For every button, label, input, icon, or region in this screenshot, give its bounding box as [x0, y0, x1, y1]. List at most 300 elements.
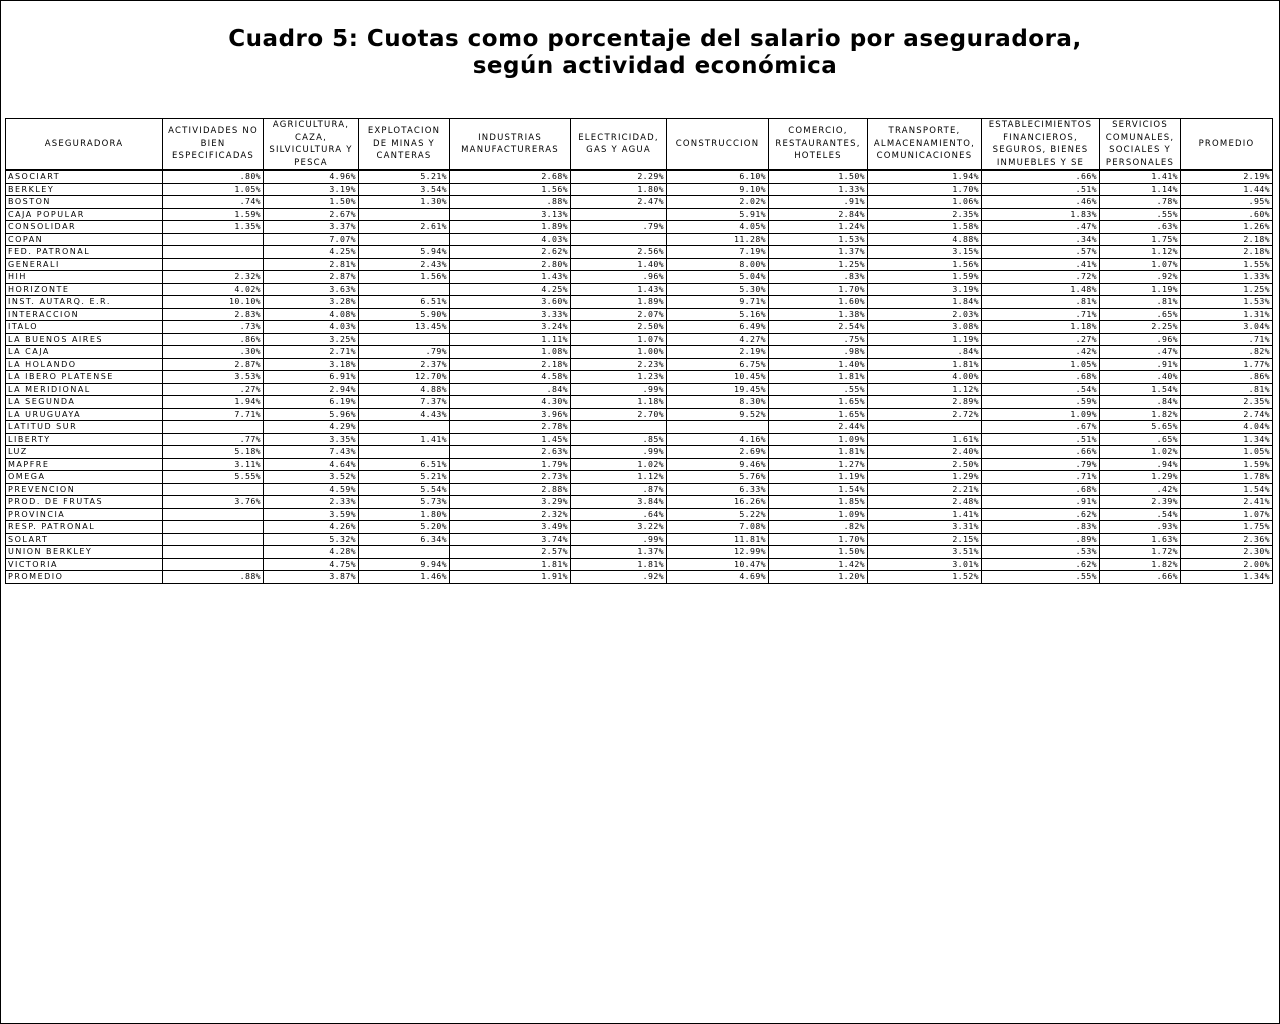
insurer-name-cell: PROD. DE FRUTAS [6, 496, 163, 509]
value-cell: 3.35% [264, 433, 359, 446]
value-cell: 4.75% [264, 558, 359, 571]
value-cell [359, 546, 450, 559]
value-cell: 2.41% [1181, 496, 1273, 509]
value-cell [163, 233, 264, 246]
insurer-name-cell: LIBERTY [6, 433, 163, 446]
value-cell: 7.43% [264, 446, 359, 459]
value-cell: 1.38% [769, 308, 868, 321]
value-cell: 2.57% [450, 546, 571, 559]
value-cell: 2.25% [1100, 321, 1181, 334]
value-cell: 6.33% [667, 483, 769, 496]
value-cell: 4.03% [450, 233, 571, 246]
insurer-name-cell: PROMEDIO [6, 571, 163, 584]
value-cell: 5.30% [667, 283, 769, 296]
insurer-name-cell: OMEGA [6, 471, 163, 484]
value-cell: 1.07% [571, 333, 667, 346]
value-cell: .91% [769, 196, 868, 209]
column-header: COMERCIO, RESTAURANTES, HOTELES [769, 119, 868, 171]
title-line-1: Cuadro 5: Cuotas como porcentaje del salario por aseguradora, [228, 26, 1082, 52]
value-cell: 4.04% [1181, 421, 1273, 434]
table-row [6, 471, 1273, 484]
table-row [6, 271, 1273, 284]
value-cell: 1.80% [359, 508, 450, 521]
value-cell: .62% [982, 558, 1100, 571]
value-cell: .68% [982, 483, 1100, 496]
value-cell: 1.11% [450, 333, 571, 346]
value-cell: 2.40% [868, 446, 982, 459]
value-cell: 5.54% [359, 483, 450, 496]
value-cell: 4.58% [450, 371, 571, 384]
value-cell [163, 521, 264, 534]
value-cell [163, 533, 264, 546]
value-cell: 2.03% [868, 308, 982, 321]
insurer-name-cell: LA HOLANDO [6, 358, 163, 371]
value-cell: 9.46% [667, 458, 769, 471]
value-cell: 5.21% [359, 170, 450, 183]
value-cell: 3.08% [868, 321, 982, 334]
insurer-name-cell: GENERALI [6, 258, 163, 271]
value-cell: 6.91% [264, 371, 359, 384]
insurer-name-cell: LUZ [6, 446, 163, 459]
value-cell: 2.72% [868, 408, 982, 421]
value-cell: .95% [1181, 196, 1273, 209]
table-row [6, 508, 1273, 521]
value-cell: .62% [982, 508, 1100, 521]
column-header: TRANSPORTE, ALMACENAMIENTO, COMUNICACIONES [868, 119, 982, 171]
value-cell: 6.10% [667, 170, 769, 183]
column-header: ASEGURADORA [6, 119, 163, 171]
value-cell: 1.82% [1100, 408, 1181, 421]
value-cell: 3.19% [868, 283, 982, 296]
value-cell: .64% [571, 508, 667, 521]
value-cell: 1.05% [163, 183, 264, 196]
value-cell: 1.54% [1181, 483, 1273, 496]
value-cell: 1.60% [769, 296, 868, 309]
value-cell: 3.87% [264, 571, 359, 584]
table-row [6, 333, 1273, 346]
value-cell: 3.31% [868, 521, 982, 534]
value-cell: 3.01% [868, 558, 982, 571]
value-cell: .86% [1181, 371, 1273, 384]
value-cell: .89% [982, 533, 1100, 546]
value-cell: .86% [163, 333, 264, 346]
value-cell: 4.30% [450, 396, 571, 409]
value-cell [571, 421, 667, 434]
column-header: PROMEDIO [1181, 119, 1273, 171]
insurer-name-cell: LA MERIDIONAL [6, 383, 163, 396]
value-cell: 1.25% [1181, 283, 1273, 296]
value-cell: 5.18% [163, 446, 264, 459]
value-cell: 6.34% [359, 533, 450, 546]
value-cell: .27% [163, 383, 264, 396]
value-cell: 2.78% [450, 421, 571, 434]
value-cell: .98% [769, 346, 868, 359]
table-row [6, 246, 1273, 259]
value-cell: 1.94% [163, 396, 264, 409]
insurer-name-cell: CONSOLIDAR [6, 221, 163, 234]
value-cell: 1.56% [359, 271, 450, 284]
value-cell: .57% [982, 246, 1100, 259]
value-cell: 1.53% [769, 233, 868, 246]
table-header-row [6, 119, 1273, 171]
value-cell: 2.81% [264, 258, 359, 271]
value-cell: .71% [982, 471, 1100, 484]
value-cell: 1.85% [769, 496, 868, 509]
value-cell: 1.41% [359, 433, 450, 446]
value-cell: 1.50% [769, 546, 868, 559]
value-cell: 2.94% [264, 383, 359, 396]
value-cell: 1.65% [769, 408, 868, 421]
value-cell: 1.75% [1100, 233, 1181, 246]
value-cell: .88% [163, 571, 264, 584]
table-row [6, 296, 1273, 309]
value-cell: .84% [450, 383, 571, 396]
value-cell: .79% [982, 458, 1100, 471]
value-cell: 3.37% [264, 221, 359, 234]
value-cell: 3.84% [571, 496, 667, 509]
insurer-name-cell: BOSTON [6, 196, 163, 209]
value-cell: .40% [1100, 371, 1181, 384]
value-cell: 3.22% [571, 521, 667, 534]
value-cell: .51% [982, 183, 1100, 196]
value-cell: 2.61% [359, 221, 450, 234]
value-cell [359, 333, 450, 346]
value-cell: 1.48% [982, 283, 1100, 296]
value-cell: 2.15% [868, 533, 982, 546]
value-cell: .54% [1100, 508, 1181, 521]
value-cell: 1.27% [769, 458, 868, 471]
value-cell: 2.83% [163, 308, 264, 321]
value-cell: 2.56% [571, 246, 667, 259]
value-cell: 1.08% [450, 346, 571, 359]
value-cell [163, 546, 264, 559]
value-cell: 1.02% [571, 458, 667, 471]
value-cell: 4.05% [667, 221, 769, 234]
value-cell: 2.19% [1181, 170, 1273, 183]
value-cell: .68% [982, 371, 1100, 384]
value-cell: .42% [982, 346, 1100, 359]
value-cell: 6.51% [359, 458, 450, 471]
column-header: ELECTRICIDAD, GAS Y AGUA [571, 119, 667, 171]
value-cell: 1.46% [359, 571, 450, 584]
value-cell: 10.10% [163, 296, 264, 309]
insurer-name-cell: INTERACCION [6, 308, 163, 321]
table-row [6, 208, 1273, 221]
table-row [6, 358, 1273, 371]
value-cell: 1.41% [1100, 170, 1181, 183]
value-cell: 9.52% [667, 408, 769, 421]
value-cell: 5.32% [264, 533, 359, 546]
value-cell: 1.83% [982, 208, 1100, 221]
value-cell: .59% [982, 396, 1100, 409]
value-cell: .93% [1100, 521, 1181, 534]
table-body [6, 170, 1273, 583]
value-cell: 1.34% [1181, 571, 1273, 584]
column-header: AGRICULTURA, CAZA, SILVICULTURA Y PESCA [264, 119, 359, 171]
value-cell: 8.30% [667, 396, 769, 409]
value-cell: 1.70% [769, 283, 868, 296]
value-cell: 1.80% [571, 183, 667, 196]
value-cell: 1.35% [163, 221, 264, 234]
insurer-name-cell: COPAN [6, 233, 163, 246]
value-cell: 1.12% [571, 471, 667, 484]
value-cell: 1.53% [1181, 296, 1273, 309]
insurer-name-cell: VICTORIA [6, 558, 163, 571]
value-cell: 3.54% [359, 183, 450, 196]
value-cell: 3.28% [264, 296, 359, 309]
value-cell: 3.49% [450, 521, 571, 534]
insurer-name-cell: ITALO [6, 321, 163, 334]
value-cell: 2.63% [450, 446, 571, 459]
value-cell: 2.87% [163, 358, 264, 371]
insurer-name-cell: PROVINCIA [6, 508, 163, 521]
insurer-name-cell: LA URUGUAYA [6, 408, 163, 421]
value-cell: 4.25% [264, 246, 359, 259]
value-cell: 2.71% [264, 346, 359, 359]
table-row [6, 170, 1273, 183]
table-row [6, 308, 1273, 321]
value-cell: 3.52% [264, 471, 359, 484]
value-cell: 1.12% [1100, 246, 1181, 259]
value-cell: 1.79% [450, 458, 571, 471]
insurer-name-cell: LA SEGUNDA [6, 396, 163, 409]
value-cell: 2.89% [868, 396, 982, 409]
value-cell: 1.19% [769, 471, 868, 484]
table-row [6, 346, 1273, 359]
value-cell: 12.70% [359, 371, 450, 384]
value-cell: 1.59% [163, 208, 264, 221]
value-cell: 2.37% [359, 358, 450, 371]
value-cell: 1.07% [1181, 508, 1273, 521]
value-cell: 1.55% [1181, 258, 1273, 271]
value-cell: 1.42% [769, 558, 868, 571]
table-row [6, 383, 1273, 396]
value-cell: 7.71% [163, 408, 264, 421]
value-cell: 1.81% [868, 358, 982, 371]
value-cell: 3.19% [264, 183, 359, 196]
value-cell [163, 508, 264, 521]
value-cell: .81% [1100, 296, 1181, 309]
value-cell: 1.89% [571, 296, 667, 309]
value-cell: 1.24% [769, 221, 868, 234]
column-header: EXPLOTACION DE MINAS Y CANTERAS [359, 119, 450, 171]
value-cell: 11.81% [667, 533, 769, 546]
value-cell: 4.43% [359, 408, 450, 421]
value-cell: .42% [1100, 483, 1181, 496]
value-cell: 2.00% [1181, 558, 1273, 571]
value-cell: 4.27% [667, 333, 769, 346]
title-line-2: según actividad económica [472, 53, 838, 79]
value-cell: 2.43% [359, 258, 450, 271]
value-cell: 5.21% [359, 471, 450, 484]
table-row [6, 546, 1273, 559]
value-cell: 2.73% [450, 471, 571, 484]
value-cell: 1.26% [1181, 221, 1273, 234]
value-cell: 2.47% [571, 196, 667, 209]
value-cell: 3.25% [264, 333, 359, 346]
value-cell: .46% [982, 196, 1100, 209]
value-cell: .92% [1100, 271, 1181, 284]
value-cell: 1.58% [868, 221, 982, 234]
column-header: INDUSTRIAS MANUFACTURERAS [450, 119, 571, 171]
value-cell: 1.81% [571, 558, 667, 571]
insurer-name-cell: PREVENCION [6, 483, 163, 496]
value-cell: 1.89% [450, 221, 571, 234]
value-cell: .60% [1181, 208, 1273, 221]
value-cell: 3.63% [264, 283, 359, 296]
value-cell: 3.33% [450, 308, 571, 321]
value-cell: 1.59% [1181, 458, 1273, 471]
table-row [6, 321, 1273, 334]
insurer-name-cell: HORIZONTE [6, 283, 163, 296]
table-row [6, 533, 1273, 546]
table-row [6, 558, 1273, 571]
value-cell: 4.16% [667, 433, 769, 446]
value-cell: 1.37% [769, 246, 868, 259]
value-cell: .41% [982, 258, 1100, 271]
value-cell: 11.28% [667, 233, 769, 246]
value-cell: 10.47% [667, 558, 769, 571]
value-cell: .96% [1100, 333, 1181, 346]
value-cell: 1.91% [450, 571, 571, 584]
value-cell: 1.77% [1181, 358, 1273, 371]
value-cell: 1.94% [868, 170, 982, 183]
value-cell: 4.64% [264, 458, 359, 471]
value-cell: .54% [982, 383, 1100, 396]
value-cell: 1.52% [868, 571, 982, 584]
value-cell: .55% [1100, 208, 1181, 221]
value-cell [359, 208, 450, 221]
value-cell: 2.84% [769, 208, 868, 221]
value-cell: 4.00% [868, 371, 982, 384]
value-cell: .75% [769, 333, 868, 346]
value-cell: 6.49% [667, 321, 769, 334]
value-cell [868, 421, 982, 434]
value-cell: 1.50% [264, 196, 359, 209]
value-cell: 1.43% [571, 283, 667, 296]
value-cell: 5.65% [1100, 421, 1181, 434]
value-cell: 2.54% [769, 321, 868, 334]
value-cell [163, 421, 264, 434]
value-cell: 1.59% [868, 271, 982, 284]
value-cell: 1.72% [1100, 546, 1181, 559]
value-cell: 1.41% [868, 508, 982, 521]
value-cell: 1.31% [1181, 308, 1273, 321]
value-cell: 9.10% [667, 183, 769, 196]
value-cell: 1.63% [1100, 533, 1181, 546]
value-cell: 2.18% [1181, 233, 1273, 246]
table-row [6, 483, 1273, 496]
value-cell: 5.55% [163, 471, 264, 484]
value-cell: 1.06% [868, 196, 982, 209]
value-cell: 1.19% [868, 333, 982, 346]
value-cell: 1.09% [769, 433, 868, 446]
value-cell: 2.18% [1181, 246, 1273, 259]
value-cell: .83% [982, 521, 1100, 534]
value-cell [667, 421, 769, 434]
value-cell: .47% [982, 221, 1100, 234]
value-cell: 1.30% [359, 196, 450, 209]
table-row [6, 233, 1273, 246]
insurer-name-cell: SOLART [6, 533, 163, 546]
value-cell: 1.00% [571, 346, 667, 359]
value-cell [163, 558, 264, 571]
value-cell: 2.35% [868, 208, 982, 221]
table-row [6, 221, 1273, 234]
value-cell: 6.75% [667, 358, 769, 371]
value-cell: 4.59% [264, 483, 359, 496]
value-cell: .67% [982, 421, 1100, 434]
value-cell: 5.76% [667, 471, 769, 484]
value-cell: .66% [1100, 571, 1181, 584]
value-cell: 3.11% [163, 458, 264, 471]
value-cell: 3.04% [1181, 321, 1273, 334]
value-cell: 2.87% [264, 271, 359, 284]
value-cell: 4.02% [163, 283, 264, 296]
value-cell: .82% [769, 521, 868, 534]
value-cell [359, 421, 450, 434]
value-cell: 6.19% [264, 396, 359, 409]
insurer-name-cell: RESP. PATRONAL [6, 521, 163, 534]
value-cell: 3.76% [163, 496, 264, 509]
insurer-name-cell: CAJA POPULAR [6, 208, 163, 221]
value-cell: .71% [982, 308, 1100, 321]
value-cell: 1.33% [1181, 271, 1273, 284]
insurer-name-cell: BERKLEY [6, 183, 163, 196]
value-cell: .83% [769, 271, 868, 284]
value-cell: .88% [450, 196, 571, 209]
value-cell: .94% [1100, 458, 1181, 471]
value-cell: 3.53% [163, 371, 264, 384]
value-cell: 6.51% [359, 296, 450, 309]
value-cell: 2.30% [1181, 546, 1273, 559]
value-cell: .73% [163, 321, 264, 334]
value-cell [163, 246, 264, 259]
value-cell: .96% [571, 271, 667, 284]
value-cell: .81% [982, 296, 1100, 309]
value-cell: 8.00% [667, 258, 769, 271]
value-cell: 2.21% [868, 483, 982, 496]
value-cell: 1.29% [868, 471, 982, 484]
value-cell [359, 446, 450, 459]
value-cell: .63% [1100, 221, 1181, 234]
value-cell: .55% [982, 571, 1100, 584]
value-cell: 4.88% [868, 233, 982, 246]
value-cell [571, 233, 667, 246]
value-cell: 3.74% [450, 533, 571, 546]
value-cell: 1.29% [1100, 471, 1181, 484]
table-row [6, 433, 1273, 446]
value-cell: 1.40% [769, 358, 868, 371]
value-cell: 3.29% [450, 496, 571, 509]
value-cell: 1.19% [1100, 283, 1181, 296]
value-cell: 2.44% [769, 421, 868, 434]
insurer-name-cell: FED. PATRONAL [6, 246, 163, 259]
value-cell: 4.25% [450, 283, 571, 296]
value-cell: .55% [769, 383, 868, 396]
value-cell: 1.37% [571, 546, 667, 559]
insurer-name-cell: INST. AUTARQ. E.R. [6, 296, 163, 309]
value-cell: 1.56% [868, 258, 982, 271]
value-cell: 5.22% [667, 508, 769, 521]
value-cell: 5.20% [359, 521, 450, 534]
insurer-name-cell: LA CAJA [6, 346, 163, 359]
value-cell: 7.07% [264, 233, 359, 246]
insurer-name-cell: UNION BERKLEY [6, 546, 163, 559]
value-cell: .99% [571, 533, 667, 546]
value-cell: .30% [163, 346, 264, 359]
value-cell: 1.65% [769, 396, 868, 409]
